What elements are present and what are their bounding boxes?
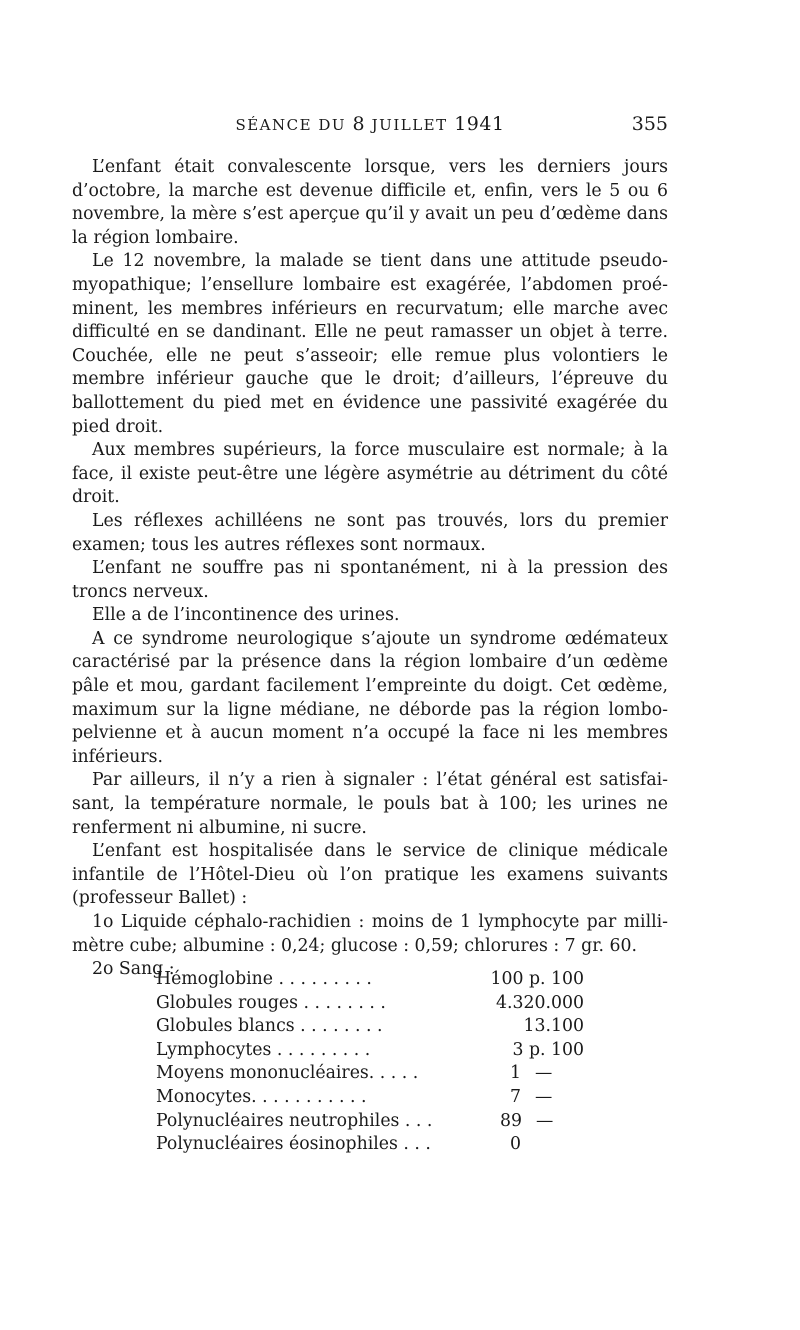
table-row xyxy=(156,992,596,1016)
row-value: 13.100 xyxy=(523,1016,584,1037)
paragraph: A ce syndrome neurologique s’ajoute un syndrome œdémateux caractérisé par la présence dans la région lombaire d’un œdème pâle et mou, gardant facilement l’empreinte du doigt. Cet œdème, maximum sur la ligne médiane, ne déborde pas la région lombo-pelvienne et à aucun moment n’a occupé la face ni les membres inférieurs. xyxy=(72,628,668,767)
paragraph: Le 12 novembre, la malade se tient dans une attitude pseudo-myopathique; l’ensellure lombaire est exagérée, l’abdomen proé-minent, les membres inférieurs en recurvatum; elle marche avec difficulté en se dandinant. Elle ne peut ramasser un objet à terre. Couchée, elle ne peut s’asseoir; elle remue plus volontiers le membre inférieur gauche que le droit; d’ailleurs, l’épreuve du ballottement du pied met en évidence une passivité exagérée du pied droit. xyxy=(72,251,668,437)
row-label: Hémoglobine . . . . . . . . . xyxy=(156,969,372,989)
body-text xyxy=(72,156,668,982)
paragraph: L’enfant était convalescente lorsque, vers les derniers jours d’octobre, la marche est devenue difficile et, enfin, vers le 5 ou 6 novembre, la mère s’est aperçue qu’il y avait un peu d’œdème dans la région lombaire. xyxy=(72,157,668,248)
row-value: 100 p. 100 xyxy=(490,969,584,989)
row-value: 1 — xyxy=(510,1063,553,1084)
ditto-dash: — xyxy=(535,1063,553,1084)
row-value: 7 — xyxy=(510,1086,553,1107)
row-value: 0 xyxy=(510,1134,521,1155)
row-label: Polynucléaires neutrophiles . . . xyxy=(156,1110,433,1131)
row-value: 3 p. 100 xyxy=(512,1039,584,1060)
row-label: Moyens mononucléaires. . . . . xyxy=(156,1063,419,1084)
row-label: Polynucléaires éosinophiles . . . xyxy=(156,1134,431,1155)
table-row xyxy=(156,1086,596,1110)
row-label: Globules rouges . . . . . . . . xyxy=(156,992,386,1013)
table-row xyxy=(156,1062,596,1086)
page-number: 355 xyxy=(631,113,668,135)
paragraph: Par ailleurs, il n’y a rien à signaler : l’état général est satisfai-sant, la température normale, le pouls bat à 100; les urines ne renferment ni albumine, ni sucre. xyxy=(72,770,668,838)
ditto-dash: — xyxy=(536,1110,554,1131)
paragraph: 1o Liquide céphalo-rachidien : moins de 1 lymphocyte par milli-mètre cube; albumine : 0,24; glucose : 0,59; chlorures : 7 gr. 60. xyxy=(72,912,668,956)
paragraph: Elle a de l’incontinence des urines. xyxy=(92,605,400,626)
row-label: Monocytes. . . . . . . . . . . xyxy=(156,1086,367,1107)
running-header xyxy=(72,113,668,139)
table-row xyxy=(156,1110,596,1134)
table-row xyxy=(156,968,596,992)
paragraph: L’enfant est hospitalisée dans le service de clinique médicale infantile de l’Hôtel-Dieu où l’on pratique les examens suivants (professeur Ballet) : xyxy=(72,841,668,909)
running-title: SÉANCE DU 8 JUILLET 1941 xyxy=(235,113,505,135)
ditto-dash: — xyxy=(535,1086,553,1107)
table-row xyxy=(156,1015,596,1039)
paragraph: 2o Sang : xyxy=(92,959,175,980)
paragraph: L’enfant ne souffre pas ni spontanément, ni à la pression des troncs nerveux. xyxy=(72,558,668,602)
blood-results-table xyxy=(156,968,596,1157)
paragraph: Aux membres supérieurs, la force musculaire est normale; à la face, il existe peut-être une légère asymétrie au détriment du côté droit. xyxy=(72,440,668,508)
row-value: 89 — xyxy=(500,1110,554,1131)
row-label: Lymphocytes . . . . . . . . . xyxy=(156,1039,371,1060)
table-row xyxy=(156,1039,596,1063)
row-value: 4.320.000 xyxy=(496,992,584,1013)
paragraph: Les réflexes achilléens ne sont pas trouvés, lors du premier examen; tous les autres réflexes sont normaux. xyxy=(72,510,668,555)
row-label: Globules blancs . . . . . . . . xyxy=(156,1016,383,1037)
table-row xyxy=(156,1133,596,1157)
